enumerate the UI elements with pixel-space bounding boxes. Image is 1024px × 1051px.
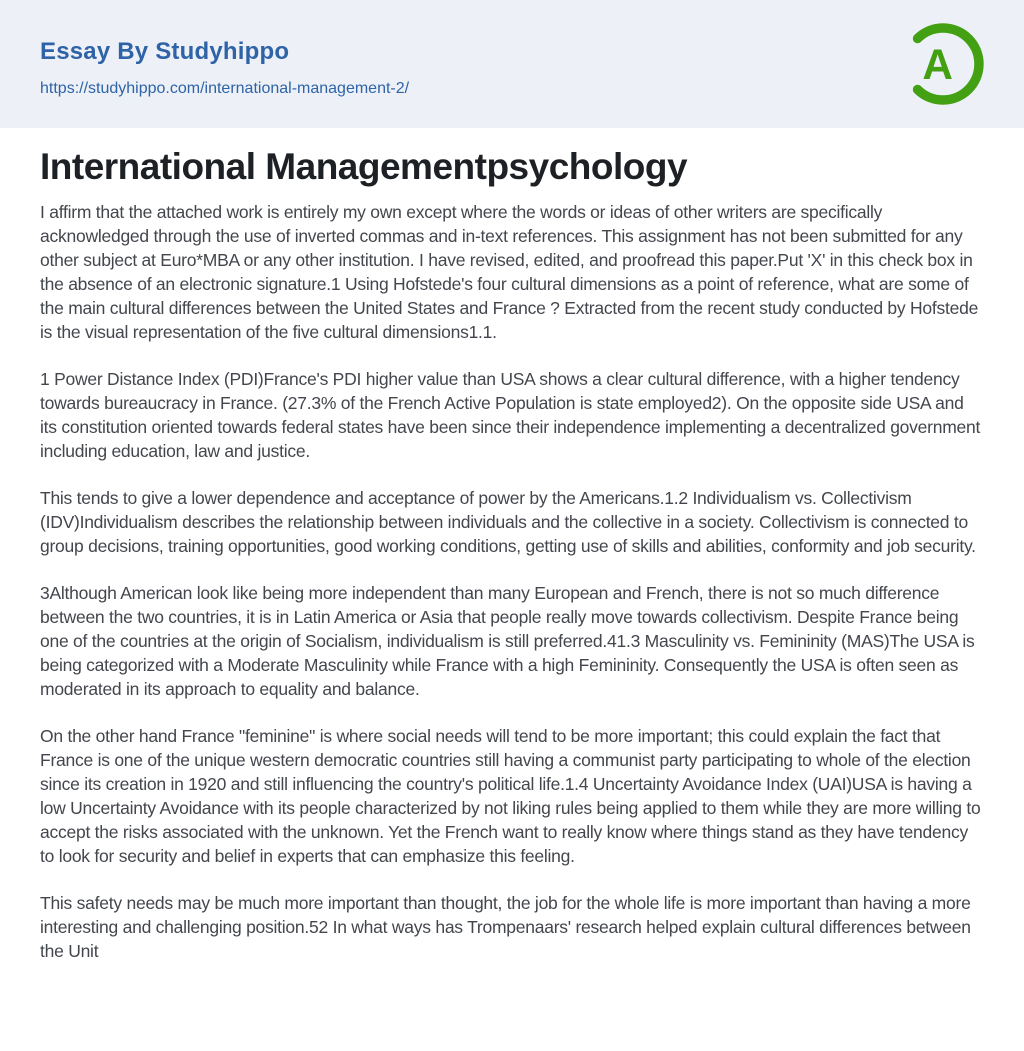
essay-title: International Managementpsychology — [40, 146, 688, 187]
page-header — [0, 0, 1024, 128]
logo-letter: A — [922, 40, 953, 88]
essay-content — [0, 128, 1024, 1026]
essay-paragraph: This safety needs may be much more important than thought, the job for the whole life is more important than having a more interesting and challenging position.52 In what ways has Trompenaars' research helped explain cultural differences between the Unit — [40, 893, 971, 961]
essay-paragraph: 3Although American look like being more independent than many European and French, there is not so much difference between the two countries, it is in Latin America or Asia that people really move towards collectivism. Despite France being one of the countries at the origin of Socialism, individualism is still preferred.41.3 Masculinity vs. Femininity (MAS)The USA is being categorized with a Moderate Masculinity while France with a high Femininity. Consequently the USA is often seen as moderated in its approach to equality and balance. — [40, 583, 975, 699]
essay-paragraph: 1 Power Distance Index (PDI)France's PDI higher value than USA shows a clear cultural difference, with a higher tendency towards bureaucracy in France. (27.3% of the French Active Population is state employed2). On the opposite side USA and its constitution oriented towards federal states have been since their independence implementing a decentralized government including education, law and justice. — [40, 369, 981, 461]
essay-url-link[interactable]: https://studyhippo.com/international-management-2/ — [40, 80, 410, 97]
essay-paragraph: I affirm that the attached work is entirely my own except where the words or ideas of other writers are specifically acknowledged through the use of inverted commas and in-text references. This assignment has not been submitted for any other subject at Euro*MBA or any other institution. I have revised, edited, and proofread this paper.Put 'X' in this check box in the absence of an electronic signature.1 Using Hofstede's four cultural dimensions as a point of reference, what are some of the main cultural differences between the United States and France ? Extracted from the recent study conducted by Hofstede is the visual representation of the five cultural dimensions1.1. — [40, 202, 979, 342]
studyhippo-logo-icon — [898, 18, 988, 110]
essay-paragraph: This tends to give a lower dependence and acceptance of power by the Americans.1.2 Individualism vs. Collectivism (IDV)Individualism describes the relationship between individuals and the collective in a society. Collectivism is connected to group decisions, training opportunities, good working conditions, getting use of skills and abilities, conformity and job security. — [40, 488, 976, 556]
essay-paragraph: On the other hand France "feminine" is where social needs will tend to be more important; this could explain the fact that France is one of the unique western democratic countries still having a communist party participating to whole of the election since its creation in 1920 and still influencing the country's political life.1.4 Uncertainty Avoidance Index (UAI)USA is having a low Uncertainty Avoidance with its people characterized by not liking rules being applied to them while they are more willing to accept the risks associated with the unknown. Yet the French want to really know where things stand as they have tendency to look for security and belief in experts that can emphasize this feeling. — [40, 726, 981, 866]
header-title: Essay By Studyhippo — [40, 38, 290, 65]
